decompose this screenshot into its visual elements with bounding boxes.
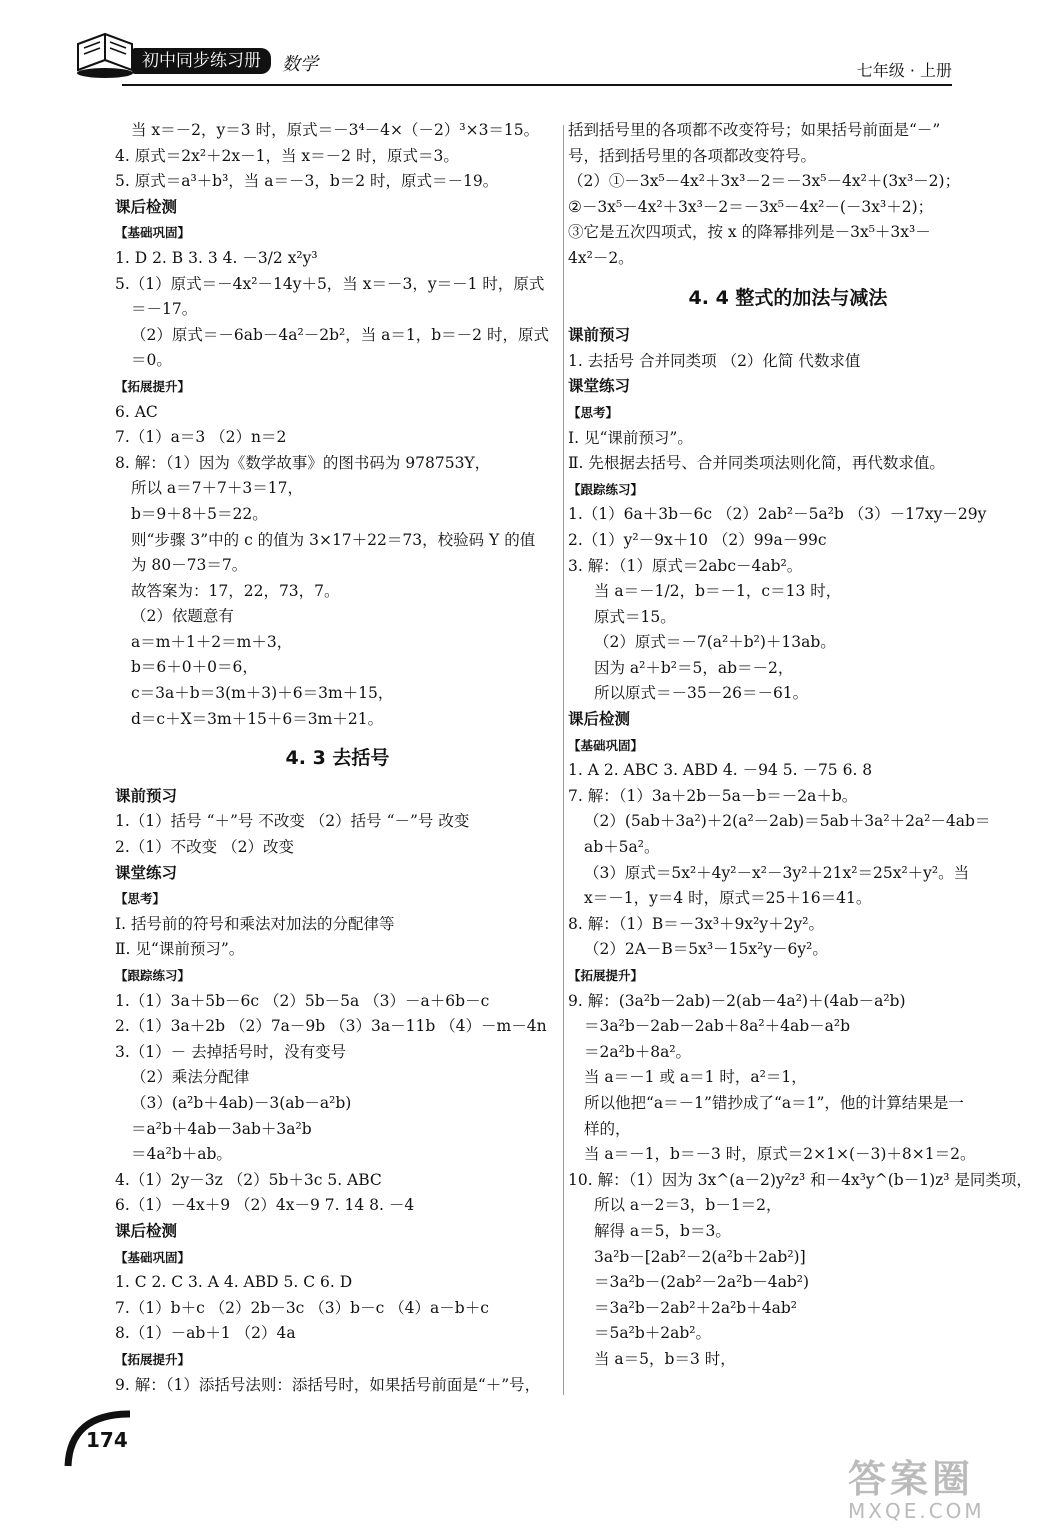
category-tag: 【基础巩固】 (115, 1249, 191, 1265)
text-line: b＝6＋0＋0＝6， (131, 658, 258, 677)
text-line: 4. 原式＝2x²＋2x－1，当 x＝－2 时，原式＝3。 (115, 146, 459, 165)
page-header (62, 30, 992, 92)
text-line: ②－3x⁵－4x²＋3x³－2＝－3x⁵－4x²－(－3x³＋2)； (568, 197, 934, 216)
text-line: （2）乘法分配律 (131, 1068, 250, 1087)
text-line: 2.（1）y²－9x＋10 （2）99a－99c (568, 530, 827, 549)
text-line: （2）依题意有 (131, 607, 234, 626)
text-line: 所以他把“a＝－1”错抄成了“a＝1”，他的计算结果是一 (584, 1093, 964, 1112)
text-line: 7. 解：（1）3a＋2b－5a－b＝－2a＋b。 (568, 786, 858, 805)
section-heading: 4. 4 整式的加法与减法 (688, 286, 888, 309)
text-line: Ⅰ. 见“课前预习”。 (568, 428, 693, 447)
text-line: 当 a＝－1/2，b＝－1，c＝13 时， (594, 582, 842, 601)
text-line: 所以 a＝7＋7＋3＝17， (131, 479, 303, 498)
text-line: 4x²－2。 (568, 248, 634, 267)
text-line: ③它是五次四项式，按 x 的降幂排列是－3x⁵＋3x³－ (568, 223, 931, 242)
text-line: （3）(a²b＋4ab)－3(ab－a²b) (131, 1093, 352, 1112)
text-line: 10. 解：（1）因为 3x^(a－2)y²z³ 和－4x³y^(b－1)z³ 是同类项， (568, 1170, 1032, 1189)
text-line: 2.（1）3a＋2b （2）7a－9b （3）3a－11b （4）－m－4n (115, 1017, 547, 1036)
text-line: ＝3a²b－2ab－2ab＋8a²＋4ab－a²b (584, 1017, 851, 1036)
category-tag: 【思考】 (115, 891, 166, 907)
header-divider (122, 84, 952, 86)
text-line: 6.（1）－4x＋9 （2）4x－9 7. 14 8. －4 (115, 1196, 415, 1215)
text-line: 号，括到括号里的各项都改变符号。 (568, 146, 817, 165)
text-line: （2）①－3x⁵－4x²＋3x³－2＝－3x⁵－4x²＋(3x³－2)； (568, 172, 961, 191)
section-heading: 4. 3 去括号 (285, 747, 390, 770)
category-tag: 【拓展提升】 (115, 378, 191, 394)
text-line: 为 80－73＝7。 (131, 556, 248, 575)
text-line: （2）2A－B＝5x³－15x²y－6y²。 (584, 940, 828, 959)
text-line: （2）原式＝－7(a²＋b²)＋13ab。 (594, 633, 836, 652)
page-number: 174 (86, 1428, 128, 1452)
text-line: 当 x＝－2，y＝3 时，原式＝－3⁴－4×（－2）³×3＝15。 (131, 121, 540, 139)
text-line: 3.（1）－ 去掉括号时，没有变号 (115, 1042, 347, 1061)
text-line: （2）原式＝－6ab－4a²－2b²，当 a＝1，b＝－2 时，原式 (131, 325, 549, 344)
subsection-heading: 课堂练习 (568, 377, 631, 396)
text-line: 3. 解：（1）原式＝2abc－4ab²。 (568, 556, 803, 575)
left-column (115, 118, 560, 1398)
category-tag: 【跟踪练习】 (568, 481, 644, 497)
subsection-heading: 课后检测 (568, 710, 631, 729)
category-tag: 【跟踪练习】 (115, 968, 191, 983)
right-column (568, 118, 1032, 1373)
text-line: 所以 a－2＝3，b－1＝2， (594, 1196, 782, 1215)
text-line: 括到括号里的各项都不改变符号；如果括号前面是“－” (568, 121, 941, 139)
column-divider (563, 125, 564, 1395)
text-line: Ⅱ. 先根据去括号、合并同类项法则化简，再代数求值。 (568, 454, 945, 473)
text-line: 则“步骤 3”中的 c 的值为 3×17＋22＝73，校验码 Y 的值 (131, 530, 536, 549)
text-line: 1. D 2. B 3. 3 4. －3/2 x²y³ (115, 248, 318, 267)
text-line: （3）原式＝5x²＋4y²－x²－3y²＋21x²＝25x²＋y²。当 (584, 863, 970, 882)
text-line: 1. 去括号 合并同类项 （2）化简 代数求值 (568, 351, 861, 370)
subsection-heading: 课后检测 (115, 197, 178, 216)
text-line: ＝3a²b－(2ab²－2a²b－4ab²) (594, 1273, 810, 1292)
text-line: a＝m＋1＋2＝m＋3， (131, 632, 293, 651)
text-line: 1. A 2. ABC 3. ABD 4. －94 5. －75 6. 8 (568, 761, 873, 780)
text-line: ＝－17。 (131, 300, 198, 319)
text-line: 7.（1）b＋c （2）2b－3c （3）b－c （4）a－b＋c (115, 1298, 489, 1317)
text-line: 5.（1）原式＝－4x²－14y＋5，当 x＝－3，y＝－1 时，原式 (115, 274, 545, 293)
text-line: 故答案为：17，22，73，7。 (131, 581, 340, 600)
text-line: 所以原式＝－35－26＝－61。 (594, 684, 809, 703)
text-line: 3a²b－[2ab²－2(a²b＋2ab²)] (594, 1247, 806, 1266)
subsection-heading: 课后检测 (115, 1221, 178, 1240)
watermark-url: MXQE.COM (848, 1499, 985, 1523)
text-line: b＝9＋8＋5＝22。 (131, 504, 268, 523)
text-line: 原式＝15。 (594, 607, 676, 626)
text-line: d＝c＋X＝3m＋15＋6＝3m＋21。 (131, 709, 384, 728)
book-logo-icon (70, 30, 140, 80)
text-line: Ⅰ. 括号前的符号和乘法对加法的分配律等 (115, 914, 395, 933)
text-line: 5. 原式＝a³＋b³，当 a＝－3，b＝2 时，原式＝－19。 (115, 172, 499, 191)
text-line: x＝－1，y＝4 时，原式＝25＋16＝41。 (584, 889, 872, 908)
text-line: 样的， (584, 1119, 631, 1138)
text-line: 1.（1）3a＋5b－6c （2）5b－5a （3）－a＋6b－c (115, 991, 490, 1010)
category-tag: 【基础巩固】 (568, 737, 644, 753)
text-line: 8. 解：（1）B＝－3x³＋9x²y＋2y²。 (568, 914, 824, 933)
text-line: 2.（1）不改变 （2）改变 (115, 838, 294, 857)
text-line: 1.（1）括号 “＋”号 不改变 （2）括号 “－”号 改变 (115, 812, 470, 831)
page-number-badge (64, 1408, 134, 1468)
text-line: ＝5a²b＋2ab²。 (594, 1324, 711, 1343)
text-line: 1. C 2. C 3. A 4. ABD 5. C 6. D (115, 1273, 353, 1292)
text-line: 8. 解：（1）因为《数学故事》的图书码为 978753Y， (115, 453, 491, 472)
grade-label: 七年级 · 上册 (856, 61, 952, 80)
subsection-heading: 课堂练习 (115, 863, 178, 882)
text-line: 因为 a²＋b²＝5，ab＝－2， (594, 658, 794, 677)
text-line: 1.（1）6a＋3b－6c （2）2ab²－5a²b （3）－17xy－29y (568, 505, 987, 524)
text-line: 当 a＝5，b＝3 时， (594, 1349, 736, 1368)
subsection-heading: 课前预习 (115, 786, 178, 805)
text-line: 8.（1）－ab＋1 （2）4a (115, 1324, 296, 1343)
category-tag: 【思考】 (568, 404, 619, 420)
category-tag: 【拓展提升】 (568, 968, 644, 983)
text-line: 当 a＝－1，b＝－3 时，原式＝2×1×(－3)＋8×1＝2。 (584, 1145, 976, 1164)
watermark-title: 答案圈 (848, 1457, 975, 1501)
text-line: ＝0。 (131, 351, 172, 370)
text-line: 6. AC (115, 402, 158, 421)
text-line: ＝4a²b＋ab。 (131, 1145, 232, 1164)
category-tag: 【基础巩固】 (115, 225, 191, 241)
text-line: ＝2a²b＋8a²。 (584, 1042, 692, 1061)
text-line: 9. 解：（1）添括号法则：添括号时，如果括号前面是“＋”号， (115, 1375, 541, 1394)
subject-label: 数学 (282, 54, 318, 75)
category-tag: 【拓展提升】 (115, 1351, 191, 1367)
text-line: 4.（1）2y－3z （2）5b＋3c 5. ABC (115, 1170, 382, 1189)
text-line: ＝a²b＋4ab－3ab＋3a²b (131, 1119, 312, 1138)
text-line: 当 a＝－1 或 a＝1 时，a²＝1， (584, 1068, 807, 1087)
text-line: 解得 a＝5，b＝3。 (594, 1221, 731, 1240)
text-line: Ⅱ. 见“课前预习”。 (115, 940, 245, 959)
series-banner: 初中同步练习册 (132, 48, 271, 74)
text-line: 9. 解：(3a²b－2ab)－2(ab－4a²)＋(4ab－a²b) (568, 991, 906, 1010)
subsection-heading: 课前预习 (568, 326, 631, 345)
text-line: 7.（1）a＝3 （2）n＝2 (115, 428, 287, 447)
text-line: ＝3a²b－2ab²＋2a²b＋4ab² (594, 1298, 797, 1317)
text-line: c＝3a＋b＝3(m＋3)＋6＝3m＋15， (131, 684, 394, 703)
text-line: ab＋5a²。 (584, 838, 660, 857)
text-line: （2）(5ab＋3a²)＋2(a²－2ab)＝5ab＋3a²＋2a²－4ab＝ (584, 812, 991, 831)
watermark (848, 1448, 1018, 1528)
